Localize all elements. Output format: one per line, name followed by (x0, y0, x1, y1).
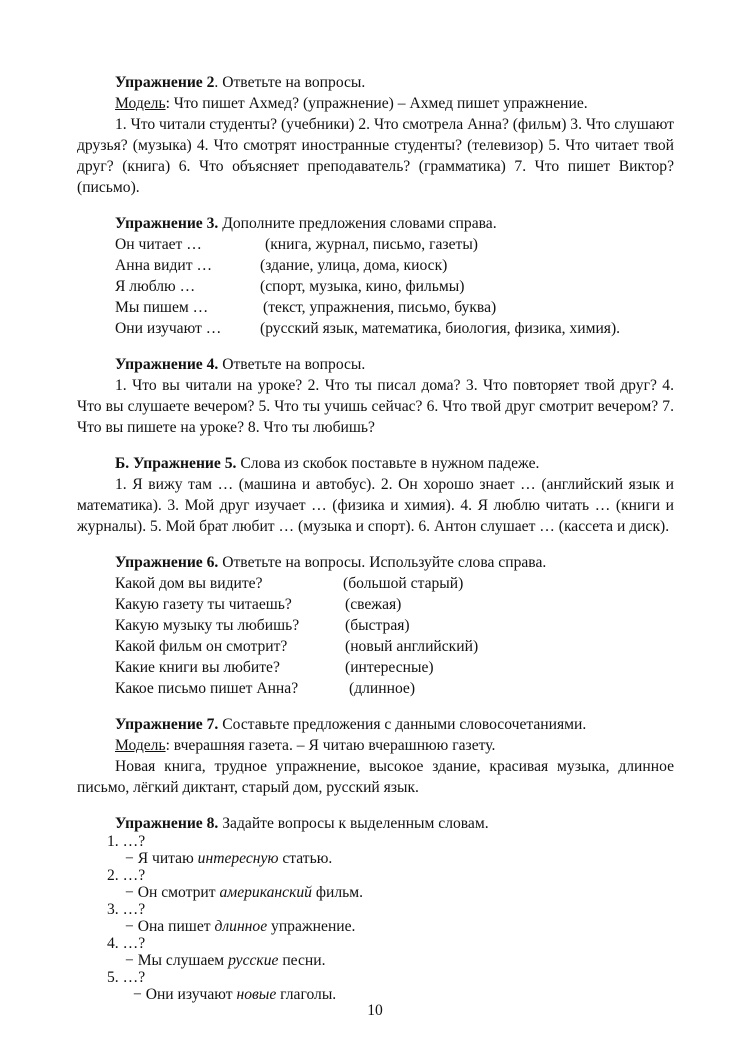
highlighted-word: американский (219, 884, 312, 901)
highlighted-word: русские (228, 952, 279, 969)
answer-text: статью. (278, 850, 333, 867)
page-content (77, 72, 674, 1004)
answer-line (125, 918, 674, 936)
hint: (свежая) (345, 596, 402, 613)
exercise-7 (77, 714, 674, 798)
exercise-heading (77, 72, 674, 93)
exercise-title: Упражнение 6. (115, 554, 219, 571)
exercise-instruction: Дополните предложения словами справа. (218, 215, 497, 232)
answer-text: − Мы слушаем (125, 952, 229, 969)
table-row (115, 276, 674, 297)
exercise-body: 1. Что читали студенты? (учебники) 2. Что смотрела Анна? (фильм) 3. Что слушают друзья? (музыка) 4. Что смотрят иностранные студенты? (телевизор) 5. Что читает твой друг? (книга) 6. Что объясняет преподаватель? (грамматика) 7. Что пишет Виктор? (письмо). (77, 116, 674, 196)
exercise-heading (77, 813, 674, 834)
answer-text: − Она пишет (125, 918, 215, 935)
model-line (77, 735, 674, 756)
exercise-instruction: Слова из скобок поставьте в нужном падеже. (236, 455, 540, 472)
hint: (длинное) (349, 680, 416, 697)
hint: (большой старый) (343, 575, 464, 592)
answer-text: песни. (278, 952, 326, 969)
exercise-5 (77, 453, 674, 537)
answer-line (125, 850, 674, 868)
exercise-instruction: Задайте вопросы к выделенным словам. (218, 815, 489, 832)
exercise-heading (77, 354, 674, 375)
word-options: (книга, журнал, письмо, газеты) (265, 236, 478, 253)
question-number: 5. …? (107, 969, 146, 986)
highlighted-word: интересную (197, 850, 279, 867)
sentence-start: Мы пишем … (115, 299, 209, 316)
exercise-title: Упражнение 3. (115, 215, 219, 232)
exercise-6 (77, 552, 674, 699)
question: Какую музыку ты любишь? (115, 617, 300, 634)
sentence-start: Он читает … (115, 236, 202, 253)
table-row (115, 615, 674, 636)
sentence-start: Они изучают … (115, 320, 222, 337)
exercise-title: Упражнение 8. (115, 815, 219, 832)
answer-text: − Я читаю (125, 850, 198, 867)
question-number: 1. …? (107, 833, 146, 850)
word-options: (текст, упражнения, письмо, буква) (263, 299, 497, 316)
answer-text: упражнение. (267, 918, 356, 935)
model-label: Модель (115, 737, 166, 754)
table-row (115, 594, 674, 615)
table-row (115, 297, 674, 318)
word-options: (здание, улица, дома, киоск) (260, 257, 448, 274)
table-row (115, 678, 674, 699)
question: Какой дом вы видите? (115, 575, 263, 592)
question-number: 2. …? (107, 867, 146, 884)
hint: (быстрая) (345, 617, 410, 634)
answer-text: − Он смотрит (125, 884, 220, 901)
exercise-heading (77, 552, 674, 573)
question-number: 4. …? (107, 935, 146, 952)
hint: (интересные) (345, 659, 434, 676)
exercise-title: Б. Упражнение 5. (115, 455, 237, 472)
exercise-heading (77, 453, 674, 474)
page-number: 10 (367, 1002, 383, 1019)
table-row (115, 318, 674, 339)
table-row (115, 636, 674, 657)
model-line (77, 93, 674, 114)
exercise-4 (77, 354, 674, 438)
exercise-8 (77, 813, 674, 1004)
sentence-start: Анна видит … (115, 257, 213, 274)
exercise-body: Новая книга, трудное упражнение, высокое здание, красивая музыка, длинное письмо, лёгкий диктант, старый дом, русский язык. (77, 758, 674, 796)
answer-line (125, 884, 674, 902)
exercise-instruction: . Ответьте на вопросы. (214, 74, 366, 91)
highlighted-word: длинное (214, 918, 268, 935)
exercise-3 (77, 213, 674, 339)
table-row (115, 573, 674, 594)
answer-line (125, 952, 674, 970)
exercise-title: Упражнение 7. (115, 716, 219, 733)
exercise-body: 1. Что вы читали на уроке? 2. Что ты писал дома? 3. Что повторяет твой друг? 4. Что вы слушаете вечером? 5. Что ты учишь сейчас? 6. Что твой друг смотрит вечером? 7. Что вы пишете на уроке? 8. Что ты любишь? (77, 377, 674, 436)
answer-text: глаголы. (276, 986, 337, 1003)
answer-text: − Они изучают (133, 986, 237, 1003)
question: Какое письмо пишет Анна? (115, 680, 299, 697)
question: Какую газету ты читаешь? (115, 596, 292, 613)
highlighted-word: новые (236, 986, 277, 1003)
sentence-start: Я люблю … (115, 278, 196, 295)
exercise-instruction: Ответьте на вопросы. (218, 356, 366, 373)
table-row (115, 657, 674, 678)
exercise-heading (77, 714, 674, 735)
model-text: : вчерашняя газета. – Я читаю вчерашнюю газету. (165, 737, 496, 754)
model-label: Модель (115, 95, 166, 112)
answer-text: фильм. (311, 884, 363, 901)
table-row (115, 255, 674, 276)
hint: (новый английский) (345, 638, 479, 655)
question: Какой фильм он смотрит? (115, 638, 288, 655)
word-options: (русский язык, математика, биология, физика, химия). (260, 320, 621, 337)
model-text: : Что пишет Ахмед? (упражнение) – Ахмед пишет упражнение. (165, 95, 588, 112)
exercise-title: Упражнение 2 (115, 74, 215, 91)
exercise-body: 1. Я вижу там … (машина и автобус). 2. Он хорошо знает … (английский язык и математика). 3. Мой друг изучает … (физика и химия). 4. Я люблю читать … (книги и журналы). 5. Мой брат любит … (музыка и спорт). 6. Антон слушает … (кассета и диск). (77, 476, 674, 535)
exercise-instruction: Ответьте на вопросы. Используйте слова справа. (218, 554, 547, 571)
question-list (107, 834, 674, 1004)
word-options: (спорт, музыка, кино, фильмы) (260, 278, 465, 295)
table-row (115, 234, 674, 255)
question: Какие книги вы любите? (115, 659, 280, 676)
question-number: 3. …? (107, 901, 146, 918)
exercise-instruction: Составьте предложения с данными словосочетаниями. (218, 716, 587, 733)
exercise-title: Упражнение 4. (115, 356, 219, 373)
exercise-heading (77, 213, 674, 234)
exercise-2 (77, 72, 674, 198)
